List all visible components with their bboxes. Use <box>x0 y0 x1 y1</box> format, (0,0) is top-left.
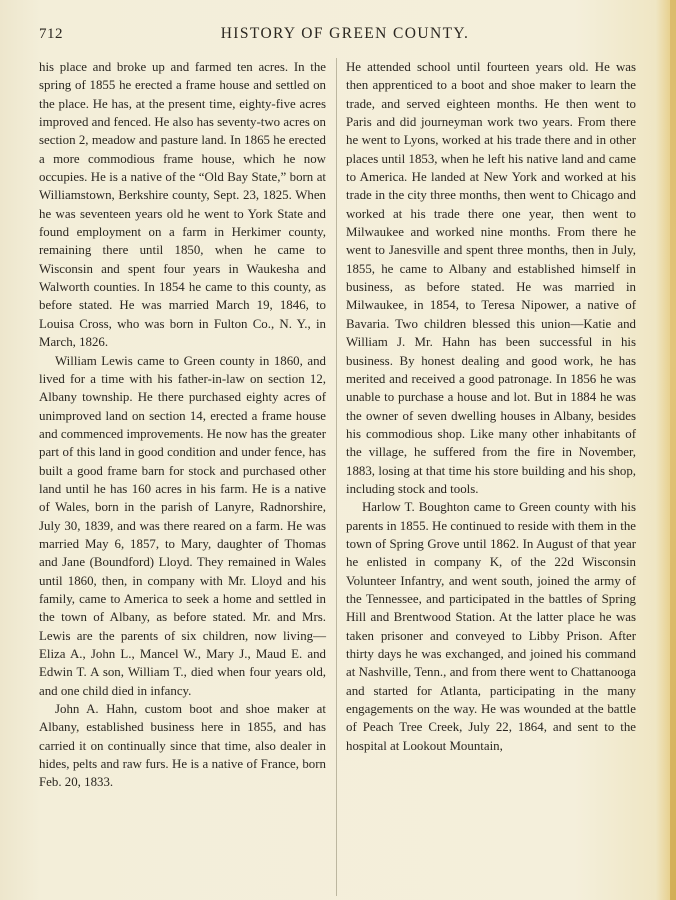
page-number: 712 <box>39 26 63 42</box>
paragraph-hahn-continued: He attended school until fourteen years old. He was then apprenticed to a boot and shoe maker to learn the trade, and served eighteen months. He then went to Paris and did journeyman work two years. From there he went to Lyons, worked at his trade there and in other places until 1853, when he left his native land and came to America. He landed at New York and worked at his trade in the city three months, then went to Chicago and worked at his trade there one year, then went to Milwaukee and worked nine months. From there he went to Janesville and spent three months, then in July, 1855, he came to Albany and established himself in business, as before stated. He was married in Milwaukee, in 1854, to Teresa Nipower, a native of Bavaria. Two children blessed this union—Katie and William J. Mr. Hahn has been successful in his business. By honest dealing and good work, he has merited and received a good patronage. In 1856 he was unable to purchase a house and lot. But in 1884 he was the owner of seven dwelling houses in Albany, besides his commodious shop. Like many other inhabitants of the village, he suffered from the fire in November, 1883, losing at that time his store building and his shop, including stock and tools. <box>346 60 636 496</box>
paragraph-continued: his place and broke up and farmed ten acres. In the spring of 1855 he erected a frame house and settled on the place. He has, at the present time, eighty-five acres improved and fenced. He also has seventy-two acres on section 2, meadow and pasture land. In 1865 he erected a more commodious frame house, which he now occupies. He is a native of the “Old Bay State,” born at Williamstown, Berkshire county, Sept. 23, 1825. When he was seventeen years old he went to York State and found employment on a farm in Herkimer county, remaining there until 1850, when he came to Wisconsin and spent four years in Waukesha and Walworth counties. In 1854 he came to this county, as before stated. He was married March 19, 1846, to Louisa Cross, who was born in Fulton Co., N. Y., in March, 1826. <box>39 60 326 350</box>
right-column <box>346 58 636 755</box>
paragraph-harlow-boughton: Harlow T. Boughton came to Green county with his parents in 1855. He continued to reside with them in the town of Spring Grove until 1862. In August of that year he enlisted in company K, of the 22d Wisconsin Volunteer Infantry, and went south, joined the army of the Tennessee, and participated in the battles of Spring Hill and Brentwood Station. At the latter place he was taken prisoner and conveyed to Libby Prison. After thirty days he was exchanged, and joined his command at Nashville, Tenn., and from there went to Chattanooga and started for Atlanta, participating in the many engagements on the way. He was wounded at the battle of Peach Tree Creek, July 22, 1864, and sent to the hospital at Lookout Mountain, <box>346 500 636 753</box>
column-divider <box>336 58 337 896</box>
paragraph-john-hahn: John A. Hahn, custom boot and shoe maker at Albany, established business here in 1855, and has carried it on continually since that time, also dealer in hides, pelts and raw furs. He is a native of France, born Feb. 20, 1833. <box>39 702 326 790</box>
left-column <box>39 58 326 792</box>
paragraph-william-lewis: William Lewis came to Green county in 1860, and lived for a time with his father-in-law on section 12, Albany township. He there purchased eighty acres of unimproved land on section 14, erected a frame house and commenced improvements. He now has the greater part of this land in good condition and under fence, has built a good frame barn for stock and purchased other land until he has 160 acres in his farm. He is a native of Wales, born in the parish of Lanyre, Radnorshire, July 30, 1839, and was there reared on a farm. He was married May 6, 1857, to Mary, daughter of Thomas and Jane (Boundford) Lloyd. They remained in Wales until 1860, then, in company with Mr. Lloyd and his family, came to America to seek a home and settled in the town of Albany, as before stated. Mr. and Mrs. Lewis are the parents of six children, now living—Eliza A., John L., Mancel W., Mary J., Maud E. and Edwin T. A son, William T., died when four years old, and one child died in infancy. <box>39 353 326 698</box>
page-header <box>0 24 676 46</box>
running-title: HISTORY OF GREEN COUNTY. <box>220 25 470 42</box>
page-edge-stain <box>670 0 676 900</box>
